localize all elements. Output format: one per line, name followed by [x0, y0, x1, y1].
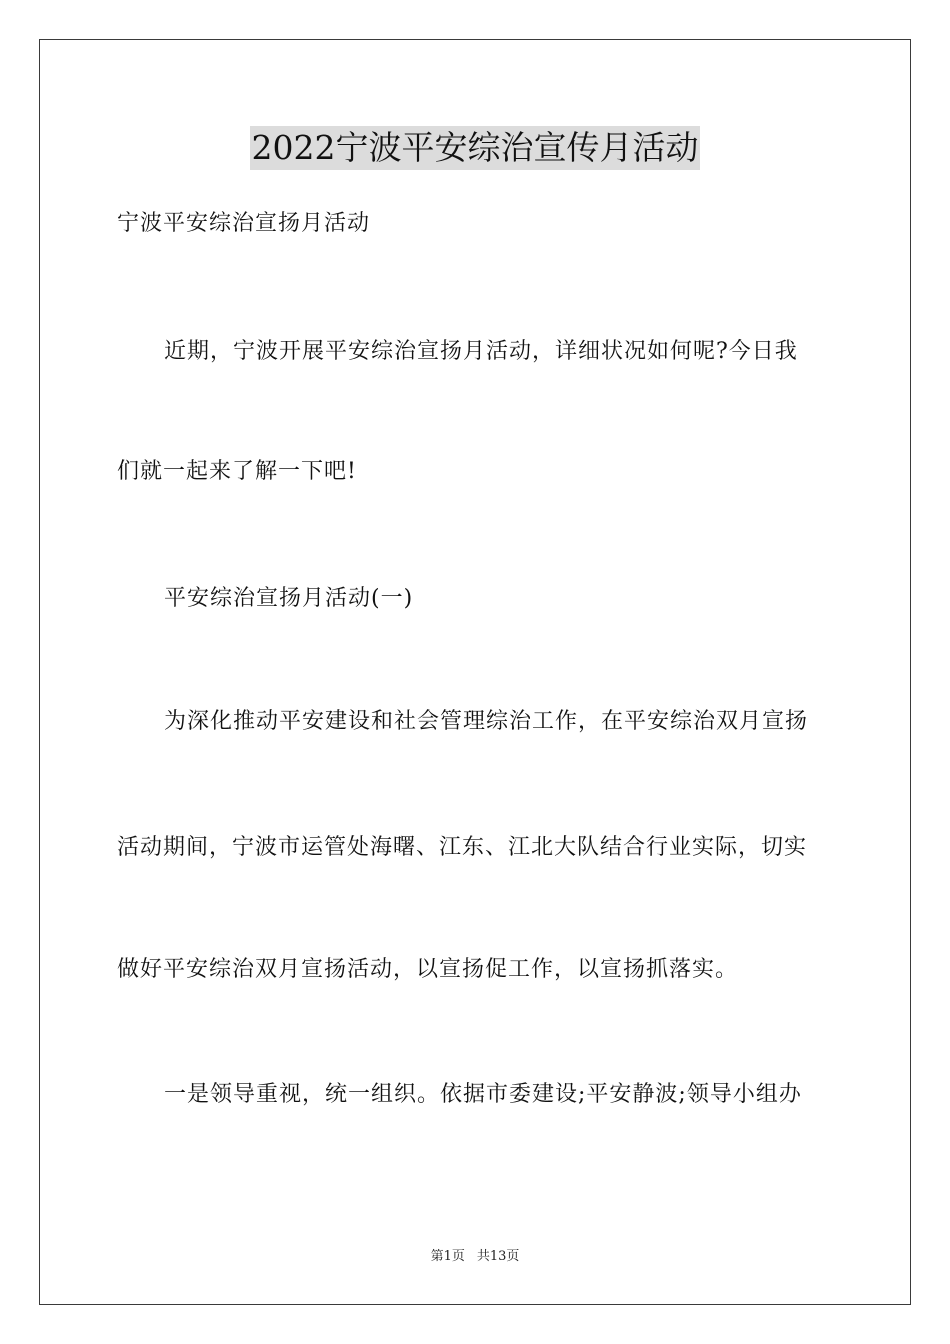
- paragraph-line: 活动期间，宁波市运管处海曙、江东、江北大队结合行业实际，切实: [117, 835, 808, 860]
- paragraph-line: 们就一起来了解一下吧!: [117, 459, 357, 484]
- page-total: 共13页: [476, 1249, 520, 1264]
- page-number: 第1页: [430, 1249, 465, 1264]
- paragraph-line: 做好平安综治双月宣扬活动，以宣扬促工作，以宣扬抓落实。: [117, 957, 739, 982]
- subtitle-line: 宁波平安综治宣扬月活动: [117, 211, 371, 236]
- paragraph-line: 近期，宁波开展平安综治宣扬月活动，详细状况如何呢?今日我: [164, 339, 798, 364]
- document-title: 2022宁波平安综治宣传月活动: [250, 126, 701, 170]
- section-heading: 平安综治宣扬月活动(一): [164, 586, 414, 611]
- page-footer: [0, 1248, 950, 1266]
- paragraph-line: 一是领导重视，统一组织。依据市委建设;平安静波;领导小组办: [164, 1082, 802, 1107]
- title-container: [0, 126, 950, 170]
- paragraph-line: 为深化推动平安建设和社会管理综治工作，在平安综治双月宣扬: [164, 709, 809, 734]
